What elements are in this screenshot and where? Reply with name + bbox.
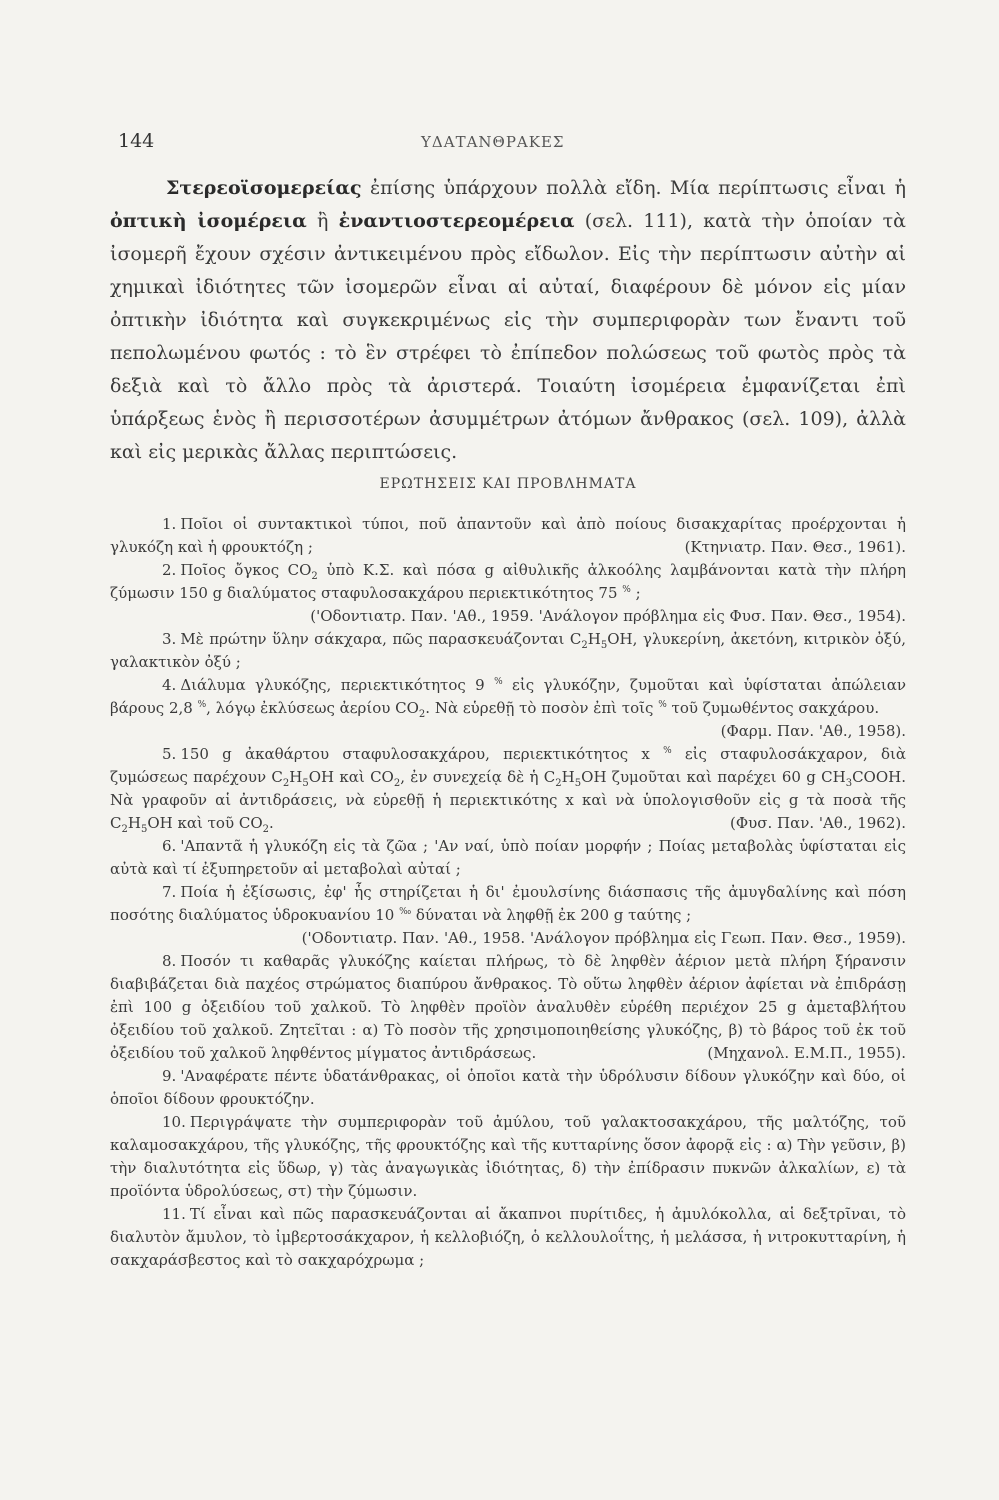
question-3: 3. Μὲ πρώτην ὕλην σάκχαρα, πῶς παρασκευάζονται $C_2H_5OH$, γλυκερίνη, ἀκετόνη, κιτρικὸν ὀξύ, γαλακτικὸν ὀξύ ; [110,630,906,671]
question-4: 4. Διάλυμα γλυκόζης, περιεκτικότητος 9 % εἰς γλυκόζην, ζυμοῦται καὶ ὑφίσταται ἀπώλειαν βάρους 2,8 %, λόγῳ ἐκλύσεως ἀερίου $CO_2$. Νὰ εὑρεθῇ τὸ ποσὸν ἐπὶ τοῖς % τοῦ ζυμωθέντος σακχάρου. (Φαρμ. Παν. 'Αθ., 1958). [110,674,906,720]
question-9: 9. 'Αναφέρατε πέντε ὑδατάνθρακας, οἱ ὁποῖοι κατὰ τὴν ὑδρόλυσιν δίδουν γλυκόζην καὶ δύο, οἱ ὁποῖοι δίδουν φρουκτόζην. [110,1067,906,1108]
question-6: 6. 'Απαντᾶ ἡ γλυκόζη εἰς τὰ ζῶα ; 'Αν ναί, ὑπὸ ποίαν μορφήν ; Ποίας μεταβολὰς ὑφίσταται εἰς αὐτὰ καὶ τί ἐξυπηρετοῦν αἱ μεταβολαὶ αὐταί ; [110,837,906,878]
running-title: ΥΔΑΤΑΝΘΡΑΚΕΣ [421,133,565,151]
question-source: (Κτηνιατρ. Παν. Θεσ., 1961). [684,538,906,556]
question-list [110,513,906,1272]
intro-paragraph: Στερεοϊσομερείας ἐπίσης ὑπάρχουν πολλὰ εἴδη. Μία περίπτωσις εἶναι ἡ ὀπτικὴ ἰσομέρεια ἢ ἐναντιοστερεομέρεια (σελ. 111), κατὰ τὴν ὁποίαν τὰ ἰσομερῆ ἔχουν σχέσιν ἀντικειμένου πρὸς εἴδωλον. Εἰς τὴν περίπτωσιν αὐτὴν αἱ χημικαὶ ἰδιότητες τῶν ἰσομερῶν εἶναι αἱ αὐταί, διαφέρουν δὲ μόνον εἰς μίαν ὀπτικὴν ἰδιότητα καὶ συγκεκριμένως εἰς τὴν συμπεριφορὰν των ἔναντι τοῦ πεπολωμένου φωτός : τὸ ἓν στρέφει τὸ ἐπίπεδον πολώσεως τοῦ φωτὸς πρὸς τὰ δεξιὰ καὶ τὸ ἄλλο πρὸς τὰ ἀριστερά. Τοιαύτη ἰσομέρεια ἐμφανίζεται ἐπὶ ὑπάρξεως ἑνὸς ἢ περισσοτέρων ἀσυμμέτρων ἀτόμων ἄνθρακος (σελ. 109), ἀλλὰ καὶ εἰς μερικὰς ἄλλας περιπτώσεις. [110,177,906,463]
term-enantiostereomerism: ἐναντιοστερεομέρεια [338,210,575,232]
question-7: 7. Ποία ἡ ἐξίσωσις, ἐφ' ἧς στηρίζεται ἡ δι' ἐμουλσίνης διάσπασις τῆς ἀμυγδαλίνης καὶ πόση ποσότης διαλύματος ὑδροκυανίου 10 ‰ δύναται νὰ ληφθῇ ἐκ 200 g ταύτης ; ('Οδοντιατρ. Παν. 'Αθ., 1958. 'Ανάλογον πρόβλημα εἰς Γεωπ. Παν. Θεσ., 1959). [110,881,906,927]
term-optical-isomerism: ὀπτικὴ ἰσομέρεια [110,210,307,232]
page-number: 144 [118,130,155,152]
question-10: 10. Περιγράψατε τὴν συμπεριφορὰν τοῦ ἀμύλου, τοῦ γαλακτοσακχάρου, τῆς μαλτόζης, τοῦ καλαμοσακχάρου, τῆς γλυκόζης, τῆς φρουκτόζης καὶ τῆς κυτταρίνης ὅσον ἀφορᾷ εἰς : α) Τὴν γεῦσιν, β) τὴν διαλυτότητα εἰς ὕδωρ, γ) τὰς ἀναγωγικὰς ἰδιότητας, δ) τὴν ἐπίδρασιν πυκνῶν ἀλκαλίων, ε) τὰ προϊόντα ὑδρολύσεως, στ) τὴν ζύμωσιν. [110,1113,906,1200]
question-1: 1. Ποῖοι οἱ συντακτικοὶ τύποι, ποῦ ἀπαντοῦν καὶ ἀπὸ ποίους δισακχαρίτας προέρχονται ἡ γλυκόζη καὶ ἡ φρουκτόζη ; (Κτηνιατρ. Παν. Θεσ., 1961). [110,513,906,559]
question-5: 5. 150 g ἀκαθάρτου σταφυλοσακχάρου, περιεκτικότητος x % εἰς σταφυλοσάκχαρον, διὰ ζυμώσεως παρέχουν $C_2H_5OH$ καὶ $CO_2$, ἐν συνεχείᾳ δὲ ἡ $C_2H_5OH$ ζυμοῦται καὶ παρέχει 60 g $CH_3COOH$. Νὰ γραφοῦν αἱ ἀντιδράσεις, νὰ εὑρεθῇ ἡ περιεκτικότης x καὶ νὰ ὑπολογισθοῦν εἰς g τὰ ποσὰ τῆς $C_2H_5OH$ καὶ τοῦ $CO_2$. (Φυσ. Παν. 'Αθ., 1962). [110,745,906,835]
question-source: (Φαρμ. Παν. 'Αθ., 1958). [720,722,906,740]
question-11: 11. Τί εἶναι καὶ πῶς παρασκευάζονται αἱ ἄκαπνοι πυρίτιδες, ἡ ἀμυλόκολλα, αἱ δεξτρῖναι, τὸ διαλυτὸν ἄμυλον, τὸ ἰμβερτοσάκχαρον, ἡ κελλοβιόζη, ὁ κελλουλοΐτης, ἡ μελάσσα, ἡ νιτροκυτταρίνη, ἡ σακχαράσβεστος καὶ τὸ σακχαρόχρωμα ; [110,1205,906,1269]
question-8: 8. Ποσόν τι καθαρᾶς γλυκόζης καίεται πλήρως, τὸ δὲ ληφθὲν ἀέριον μετὰ πλήρη ξήρανσιν διαβιβάζεται διὰ παχέος στρώματος διαπύρου ἄνθρακος. Τὸ οὕτω ληφθὲν ἀέριον ἀφίεται νὰ ἐπιδράσῃ ἐπὶ 100 g ὀξειδίου τοῦ χαλκοῦ. Τὸ ληφθὲν προϊὸν ἀναλυθὲν εὑρέθη περιέχον 25 g ἀμεταβλήτου ὀξειδίου τοῦ χαλκοῦ. Ζητεῖται : α) Τὸ ποσὸν τῆς χρησιμοποιηθείσης γλυκόζης, β) τὸ βάρος τοῦ ἐκ τοῦ ὀξειδίου τοῦ χαλκοῦ ληφθέντος μίγματος ἀντιδράσεως. (Μηχανολ. Ε.Μ.Π., 1955). [110,950,906,1065]
question-2: 2. Ποῖος ὄγκος $CO_2$ ὑπὸ Κ.Σ. καὶ πόσα g αἰθυλικῆς ἀλκοόλης λαμβάνονται κατὰ τὴν πλήρη ζύμωσιν 150 g διαλύματος σταφυλοσακχάρου περιεκτικότητος 75 % ; ('Οδοντιατρ. Παν. 'Αθ., 1959. 'Ανάλογον πρόβλημα εἰς Φυσ. Παν. Θεσ., 1954). [110,559,906,605]
term-stereoisomerism: Στερεοϊσομερείας [166,177,362,199]
page-header [118,130,918,160]
question-source: ('Οδοντιατρ. Παν. 'Αθ., 1958. 'Ανάλογον πρόβλημα εἰς Γεωπ. Παν. Θεσ., 1959). [301,929,906,947]
question-source: (Φυσ. Παν. 'Αθ., 1962). [730,814,906,832]
section-heading: ΕΡΩΤΗΣΕΙΣ ΚΑΙ ΠΡΟΒΛΗΜΑΤΑ [379,476,637,492]
question-source: ('Οδοντιατρ. Παν. 'Αθ., 1959. 'Ανάλογον πρόβλημα εἰς Φυσ. Παν. Θεσ., 1954). [310,607,906,625]
question-source: (Μηχανολ. Ε.Μ.Π., 1955). [707,1044,906,1062]
